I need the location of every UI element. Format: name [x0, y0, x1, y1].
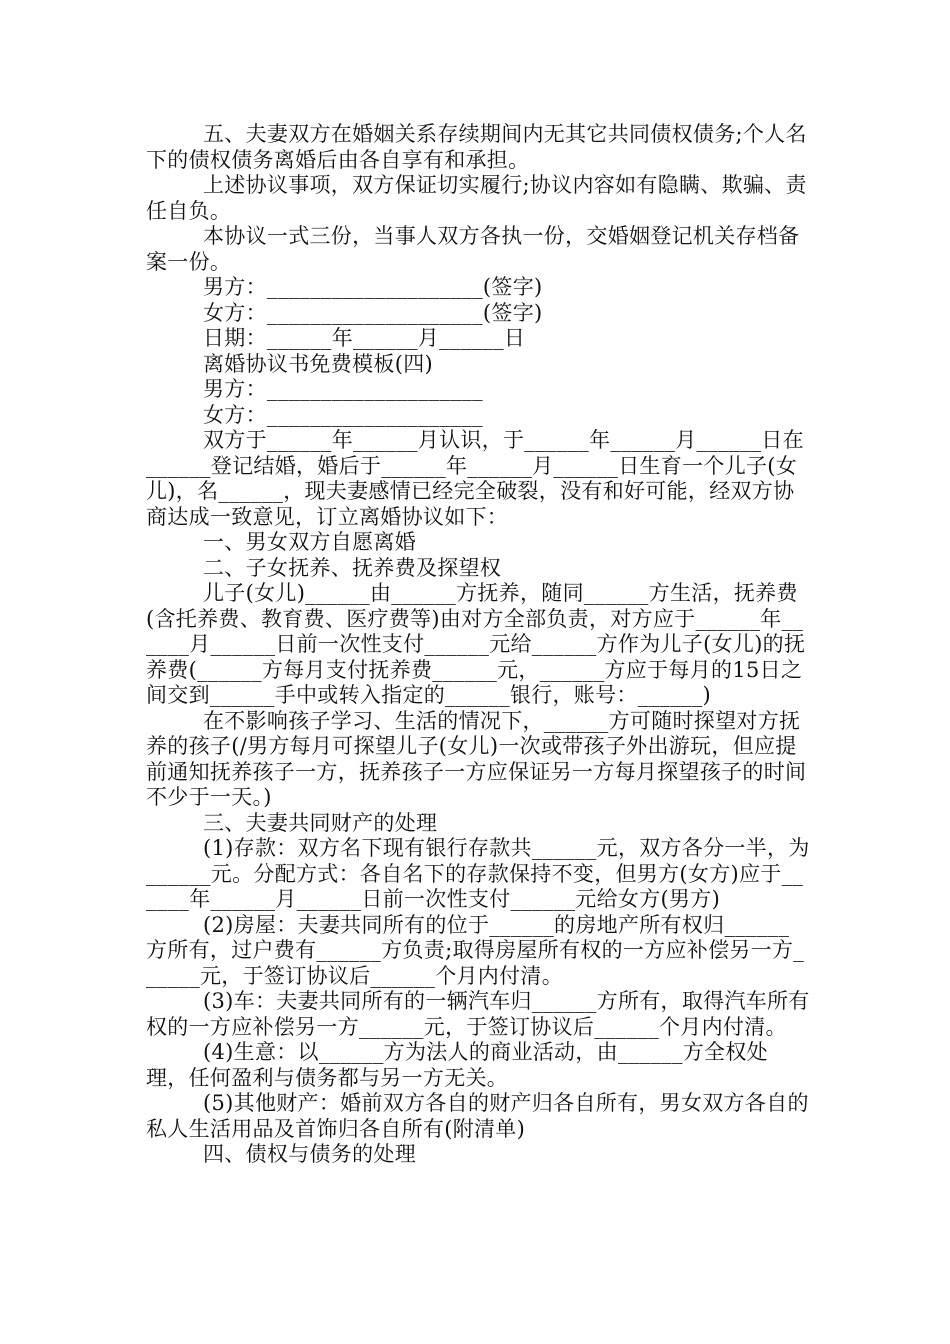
- property-deposits: (1)存款：双方名下现有银行存款共______元，双方各分一半，为______元。分配方式：各自名下的存款保持不变，但男方(女方)应于______年______月______日前一次性支付______元给女方(男方): [146, 836, 810, 911]
- marriage-background: 双方于______年______月认识，于______年______月______日在______登记结婚，婚后于______年______月______日生育一个儿子(女儿)，名______，现夫妻感情已经完全破裂，没有和好可能，经双方协商达成一致意见，订立离婚协议如下：: [146, 428, 804, 529]
- section-one-heading: 一、男女双方自愿离婚: [203, 530, 416, 554]
- signature-date: 日期：______年______月______日: [203, 326, 526, 350]
- party-female: 女方：____________________: [203, 402, 483, 427]
- signature-male: 男方：____________________(签字): [203, 275, 543, 299]
- child-custody-clause: 儿子(女儿)______由______方抚养，随同______方生活，抚养费(含托养费、教育费、医疗费等)由对方全部负责，对方应于______年______月______日前一次性支付______元给______方作为儿子(女儿)的抚养费(______方每月支付抚养费______元，______方应于每月的15日之间交到______手中或转入指定的______银行，账号：______): [146, 581, 806, 707]
- property-car: (3)车：夫妻共同所有的一辆汽车归______方所有，取得汽车所有权的一方应补偿另一方______元，于签订协议后______个月内付清。: [146, 989, 810, 1039]
- agreement-guarantee: 上述协议事项，双方保证切实履行;协议内容如有隐瞒、欺骗、责任自负。: [146, 173, 807, 223]
- visitation-clause: 在不影响孩子学习、生活的情况下，______方可随时探望对方抚养的孩子(/男方每月可探望儿子(女儿)一次或带孩子外出游玩，但应提前通知抚养孩子一方，抚养孩子一方应保证另一方每月探望孩子的时间不少于一天。): [146, 708, 807, 809]
- template-title: 离婚协议书免费模板(四): [203, 351, 433, 376]
- signature-female: 女方：____________________(签字): [203, 300, 543, 325]
- section-two-heading: 二、子女抚养、抚养费及探望权: [203, 555, 502, 580]
- copies-statement: 本协议一式三份，当事人双方各执一份，交婚姻登记机关存档备案一份。: [146, 224, 800, 274]
- section-four-heading: 四、债权与债务的处理: [203, 1142, 416, 1166]
- party-male: 男方：____________________: [203, 377, 483, 401]
- property-other: (5)其他财产：婚前双方各自的财产归各自所有，男女双方各自的私人生活用品及首饰归各自所有(附清单): [146, 1091, 809, 1141]
- document-body: [146, 122, 810, 1168]
- property-business: (4)生意：以______方为法人的商业活动，由______方全权处理，任何盈利与债务都与另一方无关。: [146, 1040, 768, 1090]
- clause-five-debts: 五、夫妻双方在婚姻关系存续期间内无其它共同债权债务;个人名下的债权债务离婚后由各自享有和承担。: [146, 122, 807, 172]
- section-three-heading: 三、夫妻共同财产的处理: [203, 810, 438, 835]
- property-house: (2)房屋：夫妻共同所有的位于______的房地产所有权归______方所有，过户费有______方负责;取得房屋所有权的一方应补偿另一方______元，于签订协议后______个月内付清。: [146, 912, 805, 988]
